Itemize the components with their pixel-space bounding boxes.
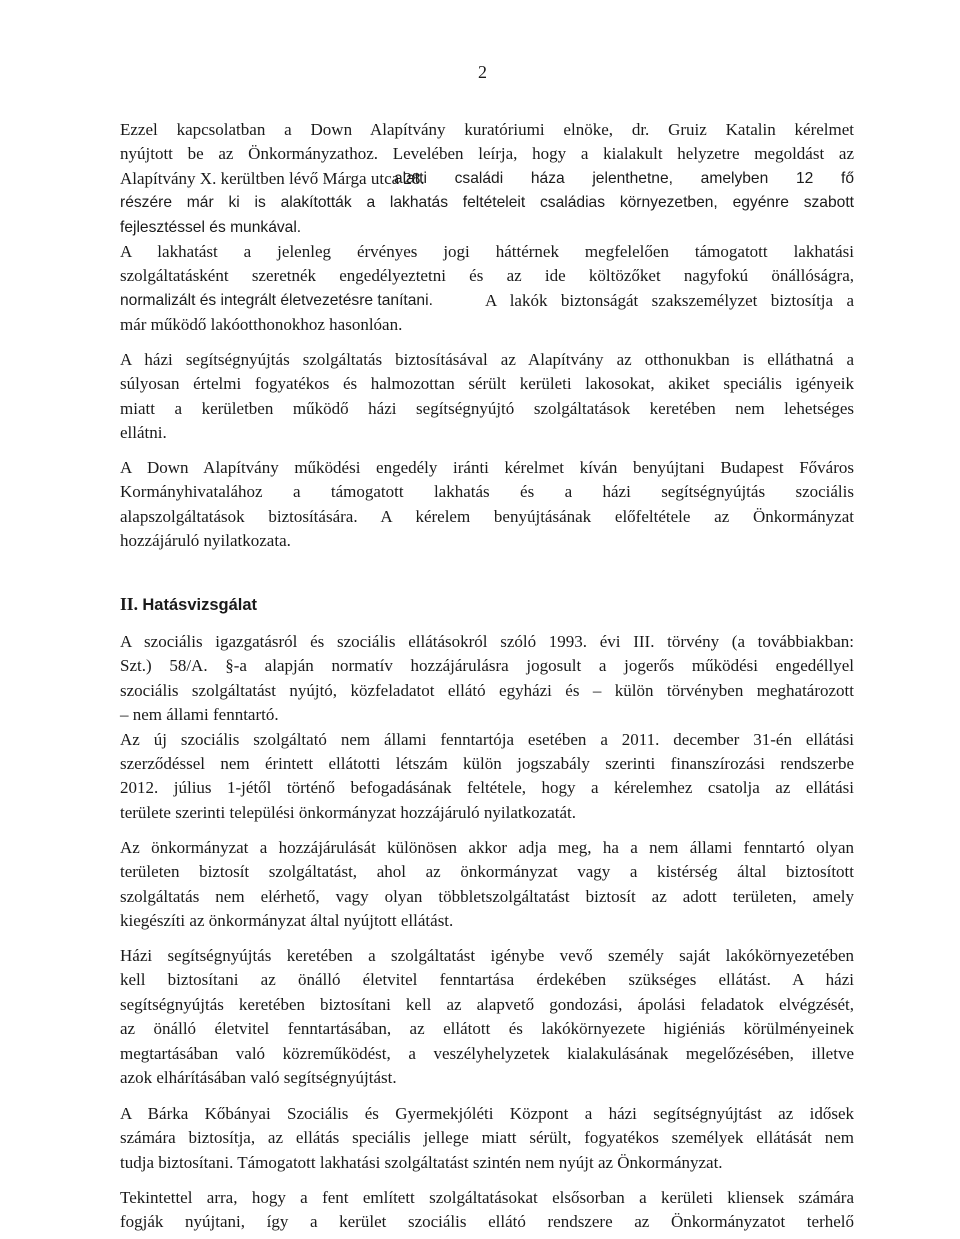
- text-line: Az önkormányzat a hozzájárulását különösen akkor adja meg, ha a nem állami fenntartó olyan: [120, 838, 854, 857]
- text-line: Szt.) 58/A. §-a alapján normatív hozzájárulásra jogosult a jogerős működési engedéllyel: [120, 656, 854, 676]
- text-line: alapszolgáltatások biztosítására. A kérelem benyújtásának előfeltétele az Önkormányzat: [120, 506, 854, 526]
- text-line: ellátni.: [120, 423, 167, 443]
- text-line: Tekintettel arra, hogy a fent említett szolgáltatásokat elsősorban a kerületi kliensek számára: [120, 1188, 854, 1207]
- paragraph-license: [120, 456, 854, 554]
- paragraph-housing-mixed-b: [485, 289, 854, 313]
- text-line: nyújtott be az Önkormányzathoz. Levelében leírja, hogy a kialakult helyzetre megoldást az: [120, 144, 854, 164]
- text-line: részére már ki is alakították a lakhatás feltételeit családias környezetben, egyénre szabott: [120, 194, 854, 212]
- paragraph-law: [120, 630, 854, 825]
- paragraph-intro-b: [120, 191, 854, 240]
- text-line: szolgáltatásként szeretnék engedélyeztetni és az ide költözőket nagyfokú önállóságra,: [120, 266, 854, 286]
- text-line: A lakhatást a jelenleg érvényes jogi háttérnek megfelelően támogatott lakhatási: [120, 242, 854, 261]
- text-line: fogják nyújtani, így a kerület szociális ellátó rendszere az Önkormányzatot terhelő: [120, 1212, 854, 1232]
- paragraph-intro-b-head: [394, 167, 854, 191]
- text-line: Az új szociális szolgáltató nem állami fenntartója esetében a 2011. december 31-én ellátási: [120, 729, 854, 749]
- text-line: hozzájáruló nyilatkozata.: [120, 531, 291, 551]
- text-line: területe szerinti települési önkormányzat hozzájáruló nyilatkozatát.: [120, 802, 576, 822]
- text-line: fejlesztéssel és munkával.: [120, 218, 302, 236]
- section-number: II.: [120, 594, 138, 614]
- text-line: megtartásában való közreműködést, a veszélyhelyzetek kialakulásának megelőzésében, illetve: [120, 1043, 854, 1063]
- text-line: szerződéssel nem érintett ellátotti létszám külön jogszabály szerinti finanszírozási rendszerbe: [120, 753, 854, 773]
- text-line: normalizált és integrált életvezetésre tanítani.: [120, 291, 433, 309]
- paragraph-home-help-scope: [120, 944, 854, 1090]
- paragraph-intro-a-tail: [120, 167, 425, 191]
- text-line: súlyosan értelmi fogyatékos és halmozottan sérült kerületi lakosokat, akiket speciális igényeik: [120, 374, 854, 394]
- paragraph-intro-a: [120, 118, 854, 167]
- text-line: A Down Alapítvány működési engedély iránti kérelmet kíván benyújtani Budapest Főváros: [120, 458, 854, 477]
- text-line: A lakók biztonságát szakszemélyzet biztosítja a: [485, 290, 854, 310]
- text-line: A házi segítségnyújtás szolgáltatás biztosításával az Alapítvány az otthonukban is elláthatná a: [120, 350, 854, 369]
- text-line: szolgáltatás nem elérhető, vagy olyan többletszolgáltatást biztosít az adott területen, amely: [120, 886, 854, 906]
- text-line: azok elhárításában való segítségnyújtást.: [120, 1067, 397, 1087]
- text-line: kell biztosítani az önálló életvitel fenntartása érdekében szükséges ellátást. A házi: [120, 970, 854, 990]
- text-line: alatti családi háza jelenthetne, amelyben 12 fő: [394, 169, 854, 187]
- paragraph-housing-tail: [120, 313, 854, 337]
- text-line: Ezzel kapcsolatban a Down Alapítvány kuratóriumi elnöke, dr. Gruiz Katalin kérelmet: [120, 120, 854, 139]
- paragraph-housing: [120, 240, 854, 289]
- text-line: területen biztosít szolgáltatást, ahol az önkormányzat vagy a kistérség által biztosított: [120, 862, 854, 882]
- text-line: szociális szolgáltatást nyújtó, közfeladatot ellátó egyházi és – külön törvényben meghatározott: [120, 680, 854, 700]
- text-line: Kormányhivatalához a támogatott lakhatás és a házi segítségnyújtás szociális: [120, 482, 854, 502]
- text-line: miatt a kerületben működő házi segítségnyújtó szolgáltatások keretében nem lehetséges: [120, 398, 854, 418]
- text-line: kiegészíti az önkormányzat által nyújtott ellátást.: [120, 911, 454, 931]
- paragraph-conclusion: [120, 1186, 854, 1235]
- paragraph-home-assistance: [120, 348, 854, 446]
- page-number: 2: [478, 62, 487, 82]
- text-line: Alapítvány X. kerültben lévő Márga utca 28.: [120, 168, 425, 188]
- text-line: A szociális igazgatásról és szociális ellátásokról szóló 1993. évi III. törvény (a továbbiakban:: [120, 632, 854, 651]
- paragraph-housing-mixed: [120, 289, 482, 313]
- text-line: számára biztosítja, az ellátás speciális jellege miatt sérült, fogyatékos személyek ellátását nem: [120, 1128, 854, 1148]
- text-line: az önálló életvitel fenntartásában, az ellátott és lakókörnyezete higiéniás körülményeinek: [120, 1019, 854, 1039]
- text-line: már működő lakóotthonokhoz hasonlóan.: [120, 315, 403, 335]
- text-line: A Bárka Kőbányai Szociális és Gyermekjóléti Központ a házi segítségnyújtást az idősek: [120, 1104, 854, 1123]
- paragraph-consent: [120, 836, 854, 934]
- text-line: – nem állami fenntartó.: [120, 705, 279, 725]
- text-line: Házi segítségnyújtás keretében a szolgáltatást igénybe vevő személy saját lakókörnyezetében: [120, 946, 854, 965]
- text-line: 2012. július 1-jétől történő befogadásának feltétele, hogy a kérelemhez csatolja az ellátási: [120, 778, 854, 798]
- text-line: segítségnyújtás keretében biztosítani kell az alapvető gondozási, ápolási feladatok elvégzését,: [120, 994, 854, 1014]
- section-title: Hatásvizsgálat: [142, 596, 258, 614]
- paragraph-barka: [120, 1102, 854, 1175]
- section-heading: [120, 592, 257, 617]
- text-line: tudja biztosítani. Támogatott lakhatási szolgáltatást szintén nem nyújt az Önkormányzat.: [120, 1152, 723, 1172]
